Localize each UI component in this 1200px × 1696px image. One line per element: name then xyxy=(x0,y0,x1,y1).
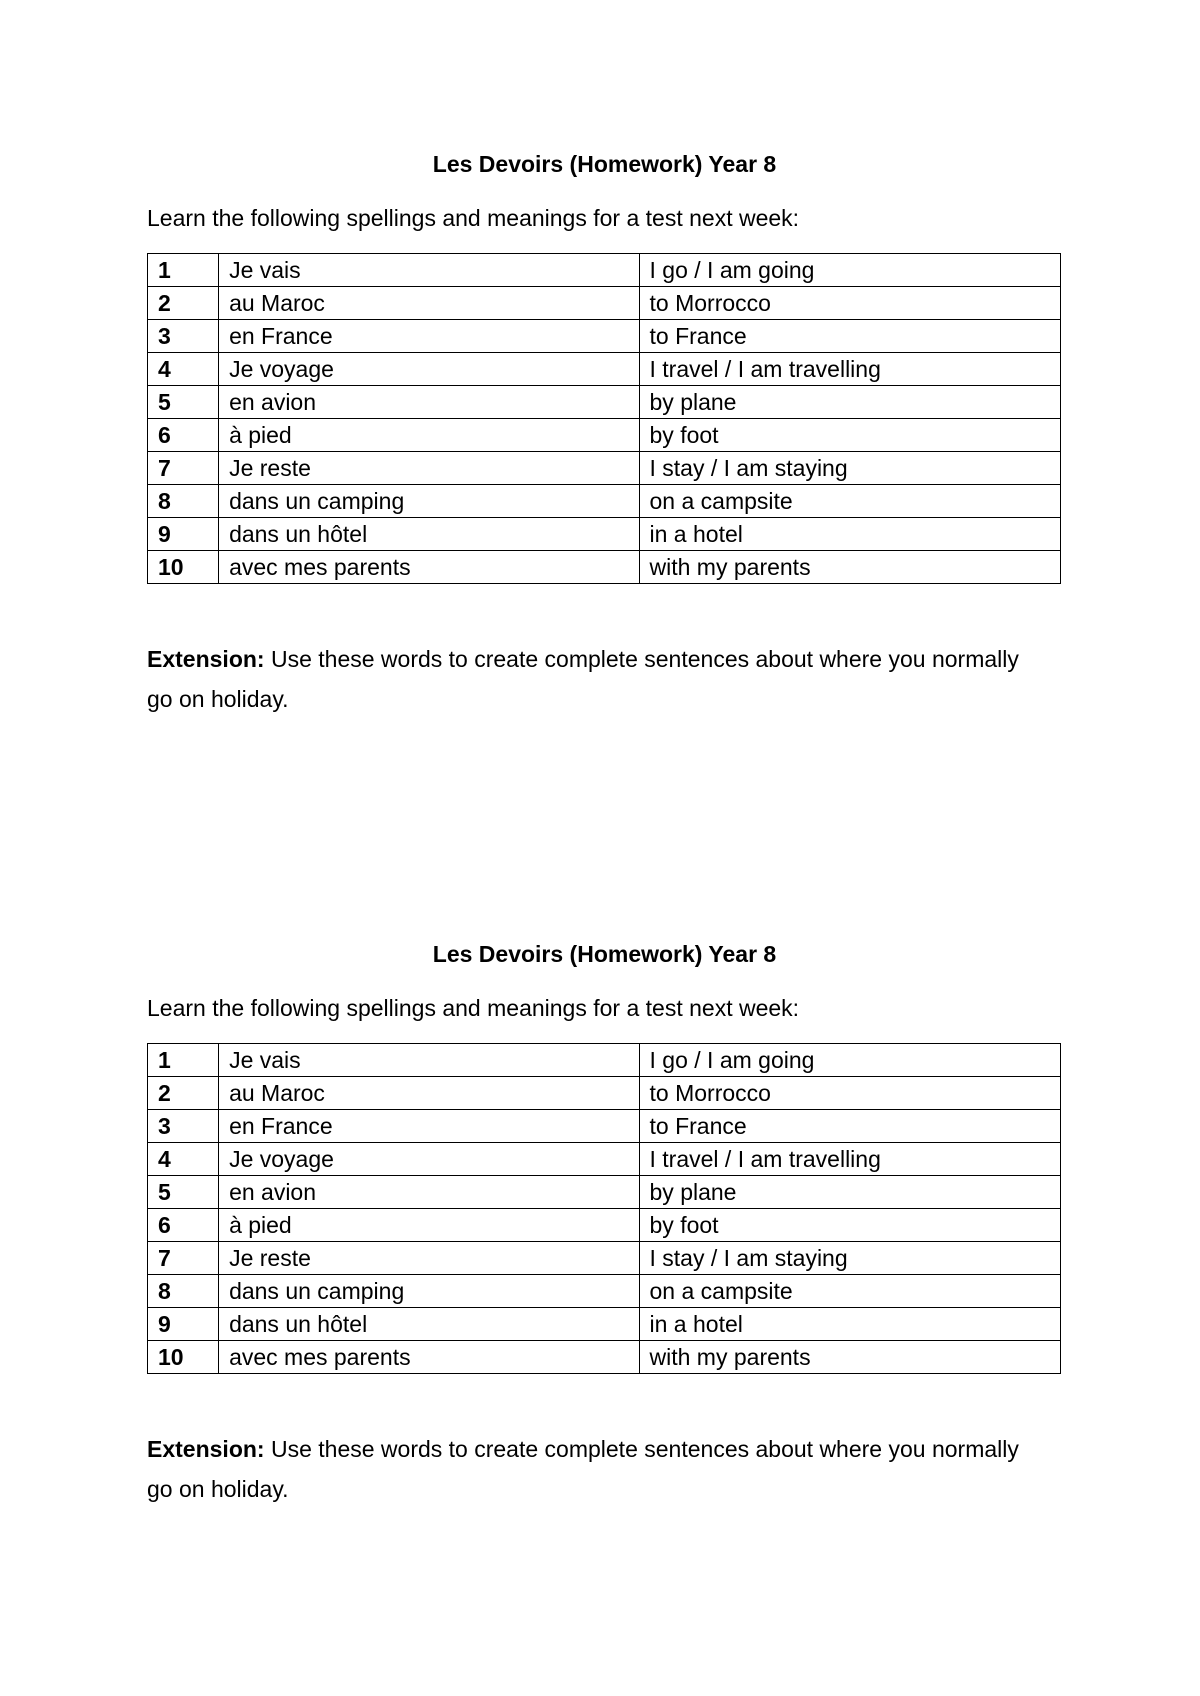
table-row xyxy=(148,386,1061,419)
vocabulary-table xyxy=(147,253,1061,584)
english-meaning: I stay / I am staying xyxy=(639,452,1060,485)
table-row xyxy=(148,320,1061,353)
english-meaning: I go / I am going xyxy=(639,1044,1060,1077)
homework-section-2 xyxy=(147,938,1062,1509)
english-meaning: to France xyxy=(639,1110,1060,1143)
french-phrase: Je vais xyxy=(219,254,639,287)
table-row xyxy=(148,1143,1061,1176)
english-meaning: by foot xyxy=(639,1209,1060,1242)
row-number: 1 xyxy=(148,254,219,287)
french-phrase: en avion xyxy=(219,1176,639,1209)
table-row xyxy=(148,1077,1061,1110)
extension-label: Extension: xyxy=(147,646,265,672)
table-row xyxy=(148,287,1061,320)
extension-text: Use these words to create complete sentences about where you normally go on holiday. xyxy=(147,1436,1019,1502)
row-number: 6 xyxy=(148,1209,219,1242)
french-phrase: en avion xyxy=(219,386,639,419)
extension-task xyxy=(147,1429,1047,1509)
french-phrase: avec mes parents xyxy=(219,1341,639,1374)
french-phrase: Je voyage xyxy=(219,353,639,386)
english-meaning: I travel / I am travelling xyxy=(639,1143,1060,1176)
english-meaning: by plane xyxy=(639,386,1060,419)
french-phrase: dans un hôtel xyxy=(219,518,639,551)
instructions-text: Learn the following spellings and meanings for a test next week: xyxy=(147,995,800,1021)
french-phrase: dans un hôtel xyxy=(219,1308,639,1341)
row-number: 1 xyxy=(148,1044,219,1077)
english-meaning: to Morrocco xyxy=(639,1077,1060,1110)
table-row xyxy=(148,1341,1061,1374)
french-phrase: au Maroc xyxy=(219,1077,639,1110)
page-title: Les Devoirs (Homework) Year 8 xyxy=(432,941,777,967)
table-row xyxy=(148,1209,1061,1242)
french-phrase: Je reste xyxy=(219,452,639,485)
french-phrase: Je reste xyxy=(219,1242,639,1275)
row-number: 10 xyxy=(148,1341,219,1374)
table-row xyxy=(148,518,1061,551)
table-row xyxy=(148,419,1061,452)
vocabulary-table xyxy=(147,1043,1061,1374)
english-meaning: I stay / I am staying xyxy=(639,1242,1060,1275)
table-row xyxy=(148,1044,1061,1077)
homework-section-1 xyxy=(147,148,1062,719)
row-number: 7 xyxy=(148,452,219,485)
extension-text: Use these words to create complete sentences about where you normally go on holiday. xyxy=(147,646,1019,712)
french-phrase: avec mes parents xyxy=(219,551,639,584)
page-title: Les Devoirs (Homework) Year 8 xyxy=(432,151,777,177)
instructions-text: Learn the following spellings and meanings for a test next week: xyxy=(147,205,800,231)
english-meaning: to France xyxy=(639,320,1060,353)
english-meaning: on a campsite xyxy=(639,1275,1060,1308)
english-meaning: with my parents xyxy=(639,551,1060,584)
table-row xyxy=(148,1176,1061,1209)
row-number: 4 xyxy=(148,1143,219,1176)
row-number: 6 xyxy=(148,419,219,452)
french-phrase: en France xyxy=(219,320,639,353)
french-phrase: dans un camping xyxy=(219,1275,639,1308)
extension-label: Extension: xyxy=(147,1436,265,1462)
english-meaning: in a hotel xyxy=(639,518,1060,551)
table-row xyxy=(148,1275,1061,1308)
french-phrase: au Maroc xyxy=(219,287,639,320)
row-number: 7 xyxy=(148,1242,219,1275)
english-meaning: on a campsite xyxy=(639,485,1060,518)
french-phrase: en France xyxy=(219,1110,639,1143)
english-meaning: in a hotel xyxy=(639,1308,1060,1341)
french-phrase: dans un camping xyxy=(219,485,639,518)
table-row xyxy=(148,1242,1061,1275)
french-phrase: à pied xyxy=(219,419,639,452)
french-phrase: Je vais xyxy=(219,1044,639,1077)
row-number: 8 xyxy=(148,485,219,518)
row-number: 5 xyxy=(148,386,219,419)
french-phrase: à pied xyxy=(219,1209,639,1242)
row-number: 2 xyxy=(148,287,219,320)
row-number: 10 xyxy=(148,551,219,584)
table-row xyxy=(148,1308,1061,1341)
english-meaning: by foot xyxy=(639,419,1060,452)
french-phrase: Je voyage xyxy=(219,1143,639,1176)
english-meaning: I go / I am going xyxy=(639,254,1060,287)
row-number: 2 xyxy=(148,1077,219,1110)
row-number: 8 xyxy=(148,1275,219,1308)
table-row xyxy=(148,1110,1061,1143)
row-number: 3 xyxy=(148,320,219,353)
table-row xyxy=(148,485,1061,518)
row-number: 4 xyxy=(148,353,219,386)
table-row xyxy=(148,353,1061,386)
table-row xyxy=(148,452,1061,485)
row-number: 3 xyxy=(148,1110,219,1143)
english-meaning: to Morrocco xyxy=(639,287,1060,320)
table-row xyxy=(148,551,1061,584)
row-number: 5 xyxy=(148,1176,219,1209)
english-meaning: I travel / I am travelling xyxy=(639,353,1060,386)
table-row xyxy=(148,254,1061,287)
row-number: 9 xyxy=(148,518,219,551)
extension-task xyxy=(147,639,1047,719)
english-meaning: with my parents xyxy=(639,1341,1060,1374)
english-meaning: by plane xyxy=(639,1176,1060,1209)
row-number: 9 xyxy=(148,1308,219,1341)
